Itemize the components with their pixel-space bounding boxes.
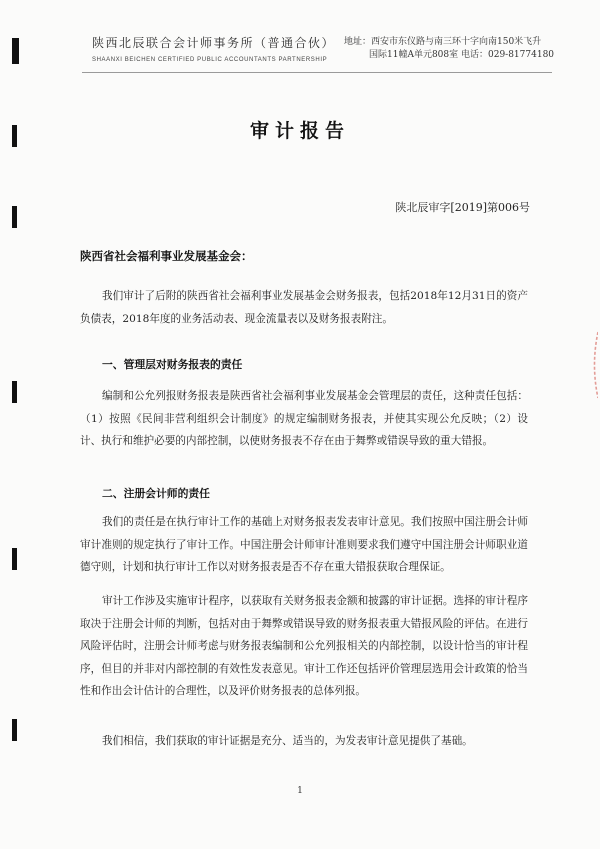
- auditor-responsibility-paragraph-3: 我们相信，我们获取的审计证据是充分、适当的，为发表审计意见提供了基础。: [102, 735, 473, 747]
- binding-mark: [12, 548, 17, 570]
- address-line: 地址：西安市东仪路与南三环十字向南150米飞升: [344, 37, 542, 47]
- report-title: 审计报告: [249, 120, 350, 142]
- letterhead-divider: [82, 72, 552, 73]
- binding-mark: [12, 719, 17, 741]
- binding-mark: [12, 381, 17, 403]
- binding-mark: [12, 206, 17, 228]
- firm-name: 陕西北辰联合会计师事务所（普通合伙）: [92, 36, 336, 50]
- letterhead-contact: [344, 36, 554, 62]
- letterhead-firm: [92, 34, 335, 63]
- intro-paragraph: 我们审计了后附的陕西省社会福利事业发展基金会财务报表，包括2018年12月31日的资产负债表，2018年度的业务活动表、现金流量表以及财务报表附注。: [80, 290, 528, 325]
- section-heading-management: 一、管理层对财务报表的责任: [102, 358, 243, 371]
- address-phone-line: 国际11幢A单元808室 电话：029-81774180: [369, 50, 555, 60]
- reference-number: 陕北辰审字[2019]第006号: [395, 201, 530, 214]
- page-number: 1: [297, 786, 303, 796]
- seal-edge: [590, 330, 598, 400]
- addressee: 陕西省社会福利事业发展基金会：: [80, 249, 253, 263]
- section-heading-auditor: 二、注册会计师的责任: [102, 487, 210, 500]
- auditor-responsibility-paragraph-1: 我们的责任是在执行审计工作的基础上对财务报表发表审计意见。我们按照中国注册会计师审计准则的规定执行了审计工作。中国注册会计师审计准则要求我们遵守中国注册会计师职业道德守则，计划和执行审计工作以对财务报表是否不存在重大错报获取合理保证。: [80, 516, 528, 573]
- management-responsibility-paragraph: 编制和公允列报财务报表是陕西省社会福利事业发展基金会管理层的责任，这种责任包括：（1）按照《民间非营利组织会计制度》的规定编制财务报表，并使其实现公允反映；（2）设计、执行和维护必要的内部控制，以使财务报表不存在由于舞弊或错误导致的重大错报。: [80, 390, 528, 447]
- binding-mark: [12, 38, 19, 64]
- auditor-responsibility-paragraph-2: 审计工作涉及实施审计程序，以获取有关财务报表金额和披露的审计证据。选择的审计程序取决于注册会计师的判断，包括对由于舞弊或错误导致的财务报表重大错报风险的评估。在进行风险评估时，注册会计师考虑与财务报表编制和公允列报相关的内部控制，以设计恰当的审计程序，但目的并非对内部控制的有效性发表意见。审计工作还包括评价管理层选用会计政策的恰当性和作出会计估计的合理性，以及评价财务报表的总体列报。: [80, 595, 528, 697]
- firm-name-english: SHAANXI BEICHEN CERTIFIED PUBLIC ACCOUNTANTS PARTNERSHIP: [92, 57, 328, 63]
